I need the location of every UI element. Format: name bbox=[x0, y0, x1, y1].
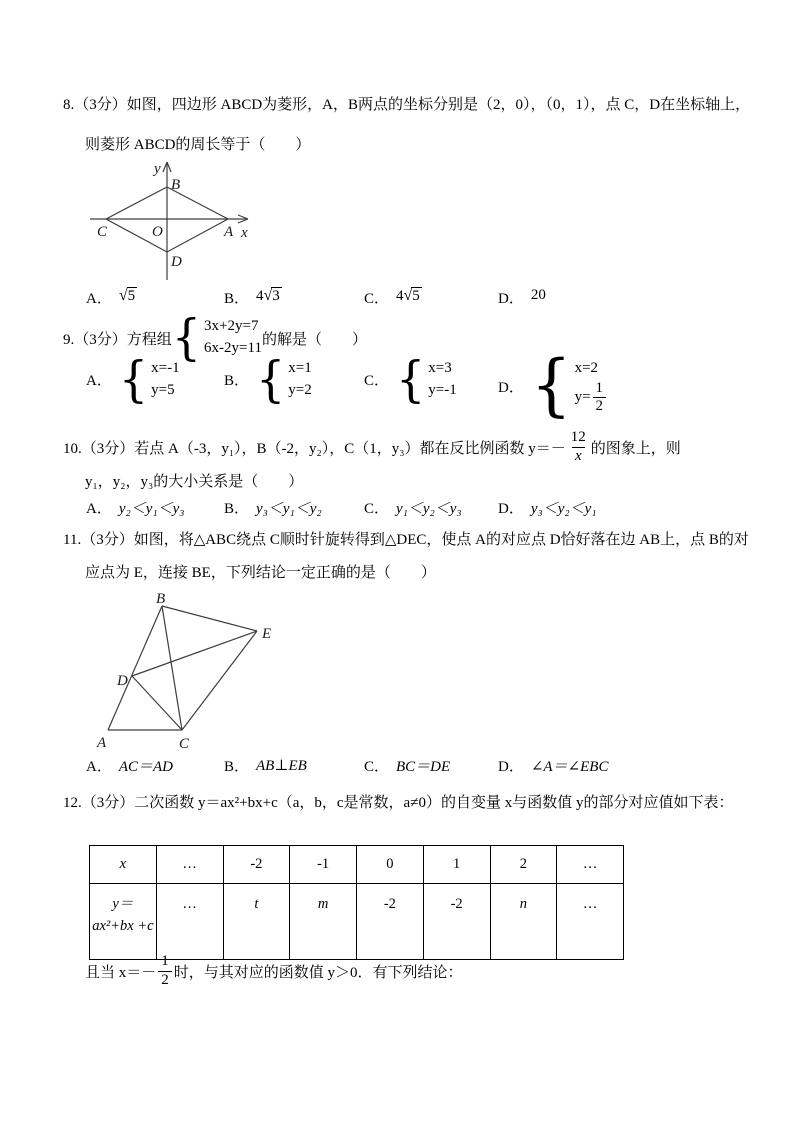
q11-stem-line1: 11.（3分）如图，将△ABC绕点 C顺时针旋转得到△DEC，使点 A的对应点 D恰好落在边 AB上，点 B的对 bbox=[63, 532, 749, 548]
option-value: 20 bbox=[530, 287, 546, 303]
option-label: D． bbox=[498, 291, 524, 307]
q9-stem-pre: 9.（3分）方程组 bbox=[63, 331, 172, 348]
q8-option-b bbox=[224, 287, 282, 308]
label-origin-O: O bbox=[152, 224, 163, 240]
option-label: D． bbox=[498, 380, 524, 396]
brace: { bbox=[171, 308, 202, 366]
q11-stem-line2: 应点为 E，连接 BE，下列结论一定正确的是（ ） bbox=[85, 565, 436, 581]
option-label: B． bbox=[224, 373, 250, 389]
table-row-x bbox=[90, 846, 624, 884]
fraction-1-over-2: $\frac{1}{2}$ bbox=[158, 953, 172, 989]
option-value: y₂＜y₁＜y₃ bbox=[118, 501, 185, 517]
option-label: C． bbox=[364, 373, 390, 389]
option-value: ∠A＝∠EBC bbox=[530, 759, 609, 775]
label-point-A: A bbox=[97, 735, 107, 751]
cell: n bbox=[490, 884, 557, 960]
brace: { bbox=[396, 350, 426, 408]
q10-stem-line1 bbox=[63, 424, 681, 470]
q10-option-b bbox=[224, 497, 322, 518]
q10-options bbox=[0, 497, 794, 521]
label-point-B: B bbox=[171, 177, 181, 193]
rhombus-coordinate-figure bbox=[88, 158, 258, 288]
q8-stem-line1: 8.（3分）如图，四边形 ABCD为菱形，A，B两点的坐标分别是（2，0），（0，1），点 C，D在坐标轴上， bbox=[63, 97, 751, 113]
q12-value-table bbox=[89, 845, 624, 960]
q8-option-a bbox=[86, 287, 137, 308]
sqrt-sign: √ bbox=[403, 287, 413, 304]
cell: 1 bbox=[423, 846, 490, 884]
option-value: BC＝DE bbox=[396, 759, 451, 775]
q11-option-d bbox=[498, 755, 608, 776]
label-point-A: A bbox=[224, 224, 234, 240]
option-value: 4 √ 5 bbox=[396, 287, 420, 304]
segment-CE bbox=[182, 631, 257, 730]
equation-1: 3x+2y=7 bbox=[204, 318, 259, 335]
option-label: D． bbox=[498, 501, 524, 517]
option-value: y₁＜y₂＜y₃ bbox=[396, 501, 462, 517]
x-axis-arrow bbox=[238, 215, 248, 219]
fraction-12-over-x: $\frac{12}{x}$ bbox=[570, 429, 586, 464]
cell: … bbox=[156, 884, 223, 960]
q9-option-a: A． { x=-1 y=5 bbox=[86, 350, 180, 408]
option-label: C． bbox=[364, 291, 390, 307]
option-value: y₃＜y₁＜y₂ bbox=[256, 501, 322, 517]
option-label: B． bbox=[224, 291, 250, 307]
q11-options bbox=[0, 755, 794, 779]
option-value: 4 √ 3 bbox=[256, 287, 280, 304]
equation-2: 6x-2y=11 bbox=[204, 340, 262, 356]
sqrt-sign: √ bbox=[118, 287, 128, 304]
q12-stem-line1: 12.（3分）二次函数 y＝ax²+bx+c（a，b，c是常数，a≠0）的自变量 x与函数值 y的部分对应值如下表： bbox=[63, 795, 734, 811]
brace: { bbox=[118, 350, 149, 408]
q10-option-c bbox=[364, 497, 462, 518]
q10-option-a bbox=[86, 497, 184, 518]
q10-stem-pre: 10.（3分）若点 A（-3，y₁），B（-2，y₂），C（1，y₃）都在反比例函数 y＝－ bbox=[63, 440, 566, 457]
q12-tail-post: 时，与其对应的函数值 y＞0．有下列结论： bbox=[173, 964, 463, 981]
q9-option-c: C． { x=3 y=-1 bbox=[364, 350, 457, 408]
label-point-B: B bbox=[156, 593, 166, 607]
label-point-E: E bbox=[262, 626, 272, 642]
option-value: AC＝AD bbox=[118, 759, 174, 775]
q9-option-b: B． { x=1 y=2 bbox=[224, 350, 312, 408]
cell: 0 bbox=[357, 846, 424, 884]
q10-stem-line2: y₁，y₂，y₃的大小关系是（ ） bbox=[85, 474, 304, 490]
y-axis-arrow2 bbox=[167, 162, 171, 172]
cell: -1 bbox=[290, 846, 357, 884]
option-label: D． bbox=[498, 759, 524, 775]
q11-option-a bbox=[86, 755, 173, 776]
label-x-axis: x bbox=[241, 225, 248, 241]
option-value: AB⊥EB bbox=[256, 758, 307, 774]
option-label: C． bbox=[364, 759, 390, 775]
q12-tail-line bbox=[85, 948, 463, 994]
x-axis-arrow2 bbox=[238, 219, 248, 223]
option-label: A． bbox=[86, 291, 112, 307]
cell: -2 bbox=[223, 846, 290, 884]
q8-stem-line2: 则菱形 ABCD的周长等于（ ） bbox=[85, 137, 311, 153]
cell-x-header: x bbox=[90, 846, 157, 884]
brace: { bbox=[256, 350, 286, 408]
cell: … bbox=[557, 884, 624, 960]
q8-rhombus-figure bbox=[88, 158, 258, 293]
option-value: y₃＜y₂＜y₁ bbox=[530, 501, 597, 517]
y-axis-arrow bbox=[163, 162, 167, 172]
segment-DE bbox=[132, 631, 257, 676]
cell: … bbox=[557, 846, 624, 884]
cell: … bbox=[156, 846, 223, 884]
option-label: A． bbox=[86, 373, 112, 389]
label-y-axis: y bbox=[154, 161, 161, 177]
option-label: A． bbox=[86, 759, 112, 775]
q9-stem bbox=[63, 308, 367, 366]
triangle-rotation-figure bbox=[95, 593, 290, 753]
label-point-C: C bbox=[179, 736, 190, 752]
label-point-C: C bbox=[97, 224, 108, 240]
cell: 2 bbox=[490, 846, 557, 884]
option-value: √ 5 bbox=[118, 287, 136, 304]
q12-tail-pre: 且当 x＝－ bbox=[85, 964, 157, 981]
q8-options bbox=[0, 287, 794, 311]
label-point-D: D bbox=[117, 673, 128, 689]
option-label: B． bbox=[224, 759, 250, 775]
x-y-values-table bbox=[89, 845, 624, 960]
sqrt-sign: √ bbox=[263, 287, 273, 304]
q11-rotation-figure bbox=[95, 593, 290, 758]
q10-option-d bbox=[498, 497, 596, 518]
q11-option-c bbox=[364, 755, 450, 776]
cell-y-header: y＝ax²+bx +c bbox=[90, 884, 157, 960]
q8-option-d bbox=[498, 287, 546, 308]
option-label: C． bbox=[364, 501, 390, 517]
cell: m bbox=[290, 884, 357, 960]
equation-system bbox=[171, 308, 262, 366]
q8-option-c bbox=[364, 287, 422, 308]
option-label: A． bbox=[86, 501, 112, 517]
q9-stem-post: 的解是（ ） bbox=[261, 331, 367, 348]
cell: -2 bbox=[357, 884, 424, 960]
q9-option-d: D． { x=2 y= $\frac{1}{2}$ bbox=[498, 358, 608, 416]
segment-BE bbox=[162, 606, 257, 631]
option-label: B． bbox=[224, 501, 250, 517]
brace: { bbox=[530, 347, 572, 425]
label-point-D: D bbox=[171, 254, 182, 270]
q10-stem-post: 的图象上，则 bbox=[590, 440, 681, 457]
cell: t bbox=[223, 884, 290, 960]
q11-option-b bbox=[224, 755, 307, 776]
cell: -2 bbox=[423, 884, 490, 960]
